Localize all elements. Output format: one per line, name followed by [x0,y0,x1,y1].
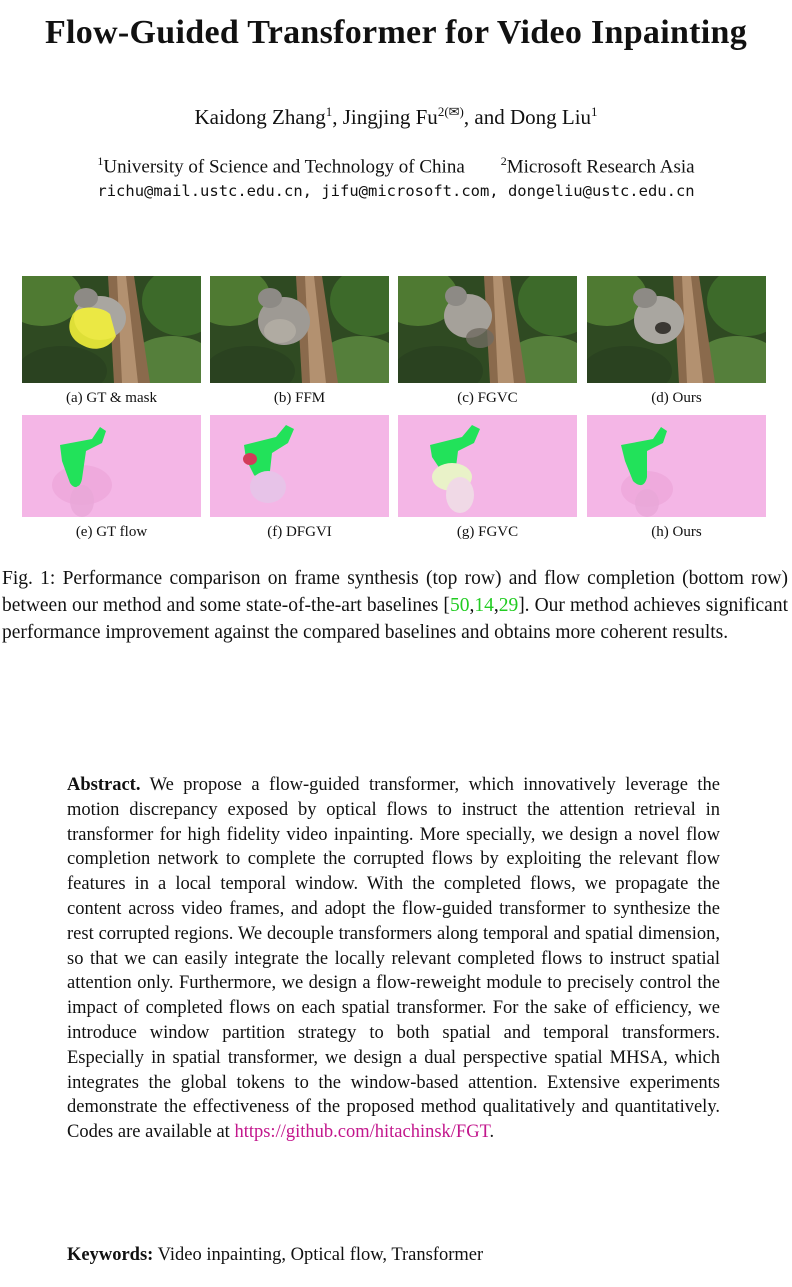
figure-panel-fgvc [398,276,577,383]
author-separator: , and [463,105,510,129]
figure-panel-ours-flow [587,415,766,517]
author-list [0,104,792,130]
affiliation-mark: 2(✉) [437,104,464,119]
abstract-label: Abstract. [67,775,141,795]
author-name: Kaidong Zhang [194,105,326,129]
author-separator: , [332,105,343,129]
affiliation-mark: 1 [591,104,598,119]
figure-caption-text: ]. Our method achieves significant performance improvement against the compared baselines and obtains more coherent results. [2,595,789,643]
citation-link[interactable]: 14 [474,595,494,616]
panel-caption: (c) FGVC [457,390,518,406]
code-link[interactable]: https://github.com/hitachinsk/FGT [234,1122,490,1143]
paper-title: Flow-Guided Transformer for Video Inpainting [44,14,748,51]
figure-caption [2,565,788,646]
affiliations [0,154,792,178]
panel-caption: (h) Ours [651,524,702,540]
citation-link[interactable]: 29 [498,595,519,616]
abstract [67,773,720,1145]
affiliation-mark: 2 [500,154,507,168]
panel-caption: (f) DFGVI [267,524,332,540]
figure-panel-gt-flow [22,415,201,517]
keywords-label: Keywords: [67,1245,154,1265]
author-name: Jingjing Fu [342,105,438,129]
keywords [67,1245,720,1266]
author-emails: richu@mail.ustc.edu.cn, jifu@microsoft.com, dongeliu@ustc.edu.cn [97,182,695,200]
panel-caption: (e) GT flow [75,524,148,540]
keywords-text: Video inpainting, Optical flow, Transformer [153,1245,484,1265]
panel-caption: (g) FGVC [456,524,519,540]
figure-panel-fgvc-flow [398,415,577,517]
citation-separator: , [493,595,499,616]
citation-separator: , [469,595,475,616]
affiliation-mark: 1 [325,104,333,119]
author-name: Dong Liu [509,105,592,129]
figure-panel-gt-mask [22,276,201,383]
figure-panel-ffm [210,276,389,383]
panel-caption: (a) GT & mask [66,390,157,406]
abstract-end: . [489,1122,495,1143]
panel-caption: (b) FFM [273,390,326,406]
affiliation-2: Microsoft Research Asia [506,156,695,178]
affiliation-mark: 1 [97,154,104,168]
figure-caption-text: Fig. 1: Performance comparison on frame synthesis (top row) and flow completion (bottom row) between our method and some state-of-the-art baselines [ [2,568,788,616]
figure-panel-dfgvi [210,415,389,517]
abstract-text: We propose a flow-guided transformer, which innovatively leverage the motion discrepancy exposed by optical flows to instruct the attention retrieval in transformer for high fidelity video inpainting. More specially, we design a novel flow completion network to complete the corrupted flows by exploiting the relevant flow features in a local temporal window. With the completed flows, we propagate the content across video frames, and adopt the flow-guided transformer to synthesize the rest corrupted regions. We decouple transformers along temporal and spatial dimension, so that we can easily integrate the locally relevant completed flows to instruct spatial attention only. Furthermore, we design a flow-reweight module to precisely control the impact of completed flows on each spatial transformer. For the sake of efficiency, we introduce window partition strategy to both spatial and temporal transformers. Especially in spatial transformer, we design a dual perspective spatial MHSA, which integrates the global tokens to the window-based attention. Extensive experiments demonstrate the effectiveness of the proposed method qualitatively and quantitatively. Codes are available at [67,775,720,1143]
figure-panel-ours-frame [587,276,766,383]
panel-caption: (d) Ours [651,390,702,406]
affiliation-1: University of Science and Technology of China [103,156,465,178]
citation-link[interactable]: 50 [449,595,470,616]
